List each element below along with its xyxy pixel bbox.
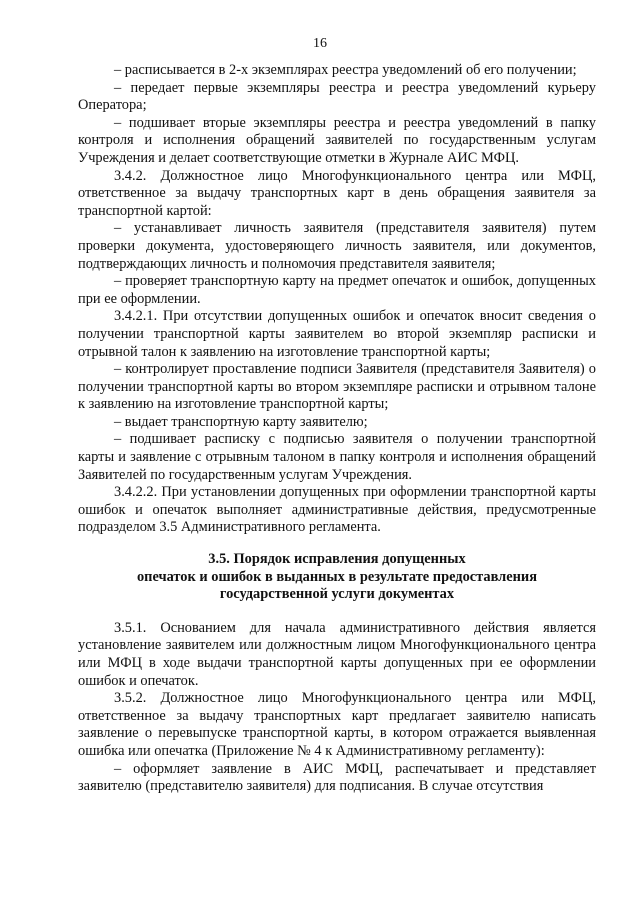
paragraph: – передает первые экземпляры реестра и реестра уведомлений курьеру Оператора;	[78, 79, 596, 114]
paragraph: 3.4.2. Должностное лицо Многофункционального центра или МФЦ, ответственное за выдачу транспортных карт в день обращения заявителя за транспортной картой:	[78, 167, 596, 219]
paragraph: – устанавливает личность заявителя (представителя заявителя) путем проверки документа, удостоверяющего личность заявителя, или документов, подтверждающих личность и полномочия представителя заявителя;	[78, 220, 596, 272]
paragraph: 3.4.2.1. При отсутствии допущенных ошибок и опечаток вносит сведения о получении транспортной карты заявителем во второй экземпляр расписки и отрывной талон к заявлению на изготовление транспортной карты;	[78, 308, 596, 360]
paragraph: – контролирует проставление подписи Заявителя (представителя Заявителя) о получении транспортной карты во втором экземпляре расписки и отрывном талоне к заявлению на изготовление транспортной карты;	[78, 361, 596, 413]
paragraph: – подшивает вторые экземпляры реестра и реестра уведомлений в папку контроля и исполнения обращений заявителей по государственным услугам Учреждения и делает соответствующие отметки в Журнале АИС МФЦ.	[78, 114, 596, 166]
heading-line: 3.5. Порядок исправления допущенных	[208, 551, 466, 568]
paragraph: 3.5.2. Должностное лицо Многофункционального центра или МФЦ, ответственное за выдачу транспортных карт предлагает заявителю написать заявление о перевыпуске транспортной карты, в котором отражается выявленная ошибка или опечатка (Приложение № 4 к Административному регламенту):	[78, 690, 596, 759]
paragraph: – расписывается в 2-х экземплярах реестра уведомлений об его получении;	[114, 62, 577, 78]
paragraph: – оформляет заявление в АИС МФЦ, распечатывает и представляет заявителю (представителю заявителя) для подписания. В случае отсутствия	[78, 760, 596, 795]
paragraph: – подшивает расписку с подписью заявителя о получении транспортной карты и заявление с отрывным талоном в папку контроля и исполнения обращений Заявителей по государственным услугам Учреждения.	[78, 431, 596, 483]
page-number: 16	[313, 36, 327, 51]
heading-line: опечаток и ошибок в выданных в результате предоставления	[136, 568, 538, 585]
paragraph: 3.4.2.2. При установлении допущенных при оформлении транспортной карты ошибок и опечаток выполняет административные действия, предусмотренные подразделом 3.5 Административного регламента.	[78, 484, 596, 536]
section-heading	[78, 551, 596, 604]
heading-line: государственной услуги документах	[219, 586, 455, 603]
document-body	[78, 62, 596, 796]
paragraph: 3.5.1. Основанием для начала административного действия является установление заявителем или должностным лицом Многофункционального центра или МФЦ в ходе выдачи транспортной карты допущенных при ее оформлении ошибок и опечаток.	[78, 619, 596, 689]
paragraph: – выдает транспортную карту заявителю;	[114, 413, 368, 430]
paragraph: – проверяет транспортную карту на предмет опечаток и ошибок, допущенных при ее оформлении.	[78, 273, 596, 307]
